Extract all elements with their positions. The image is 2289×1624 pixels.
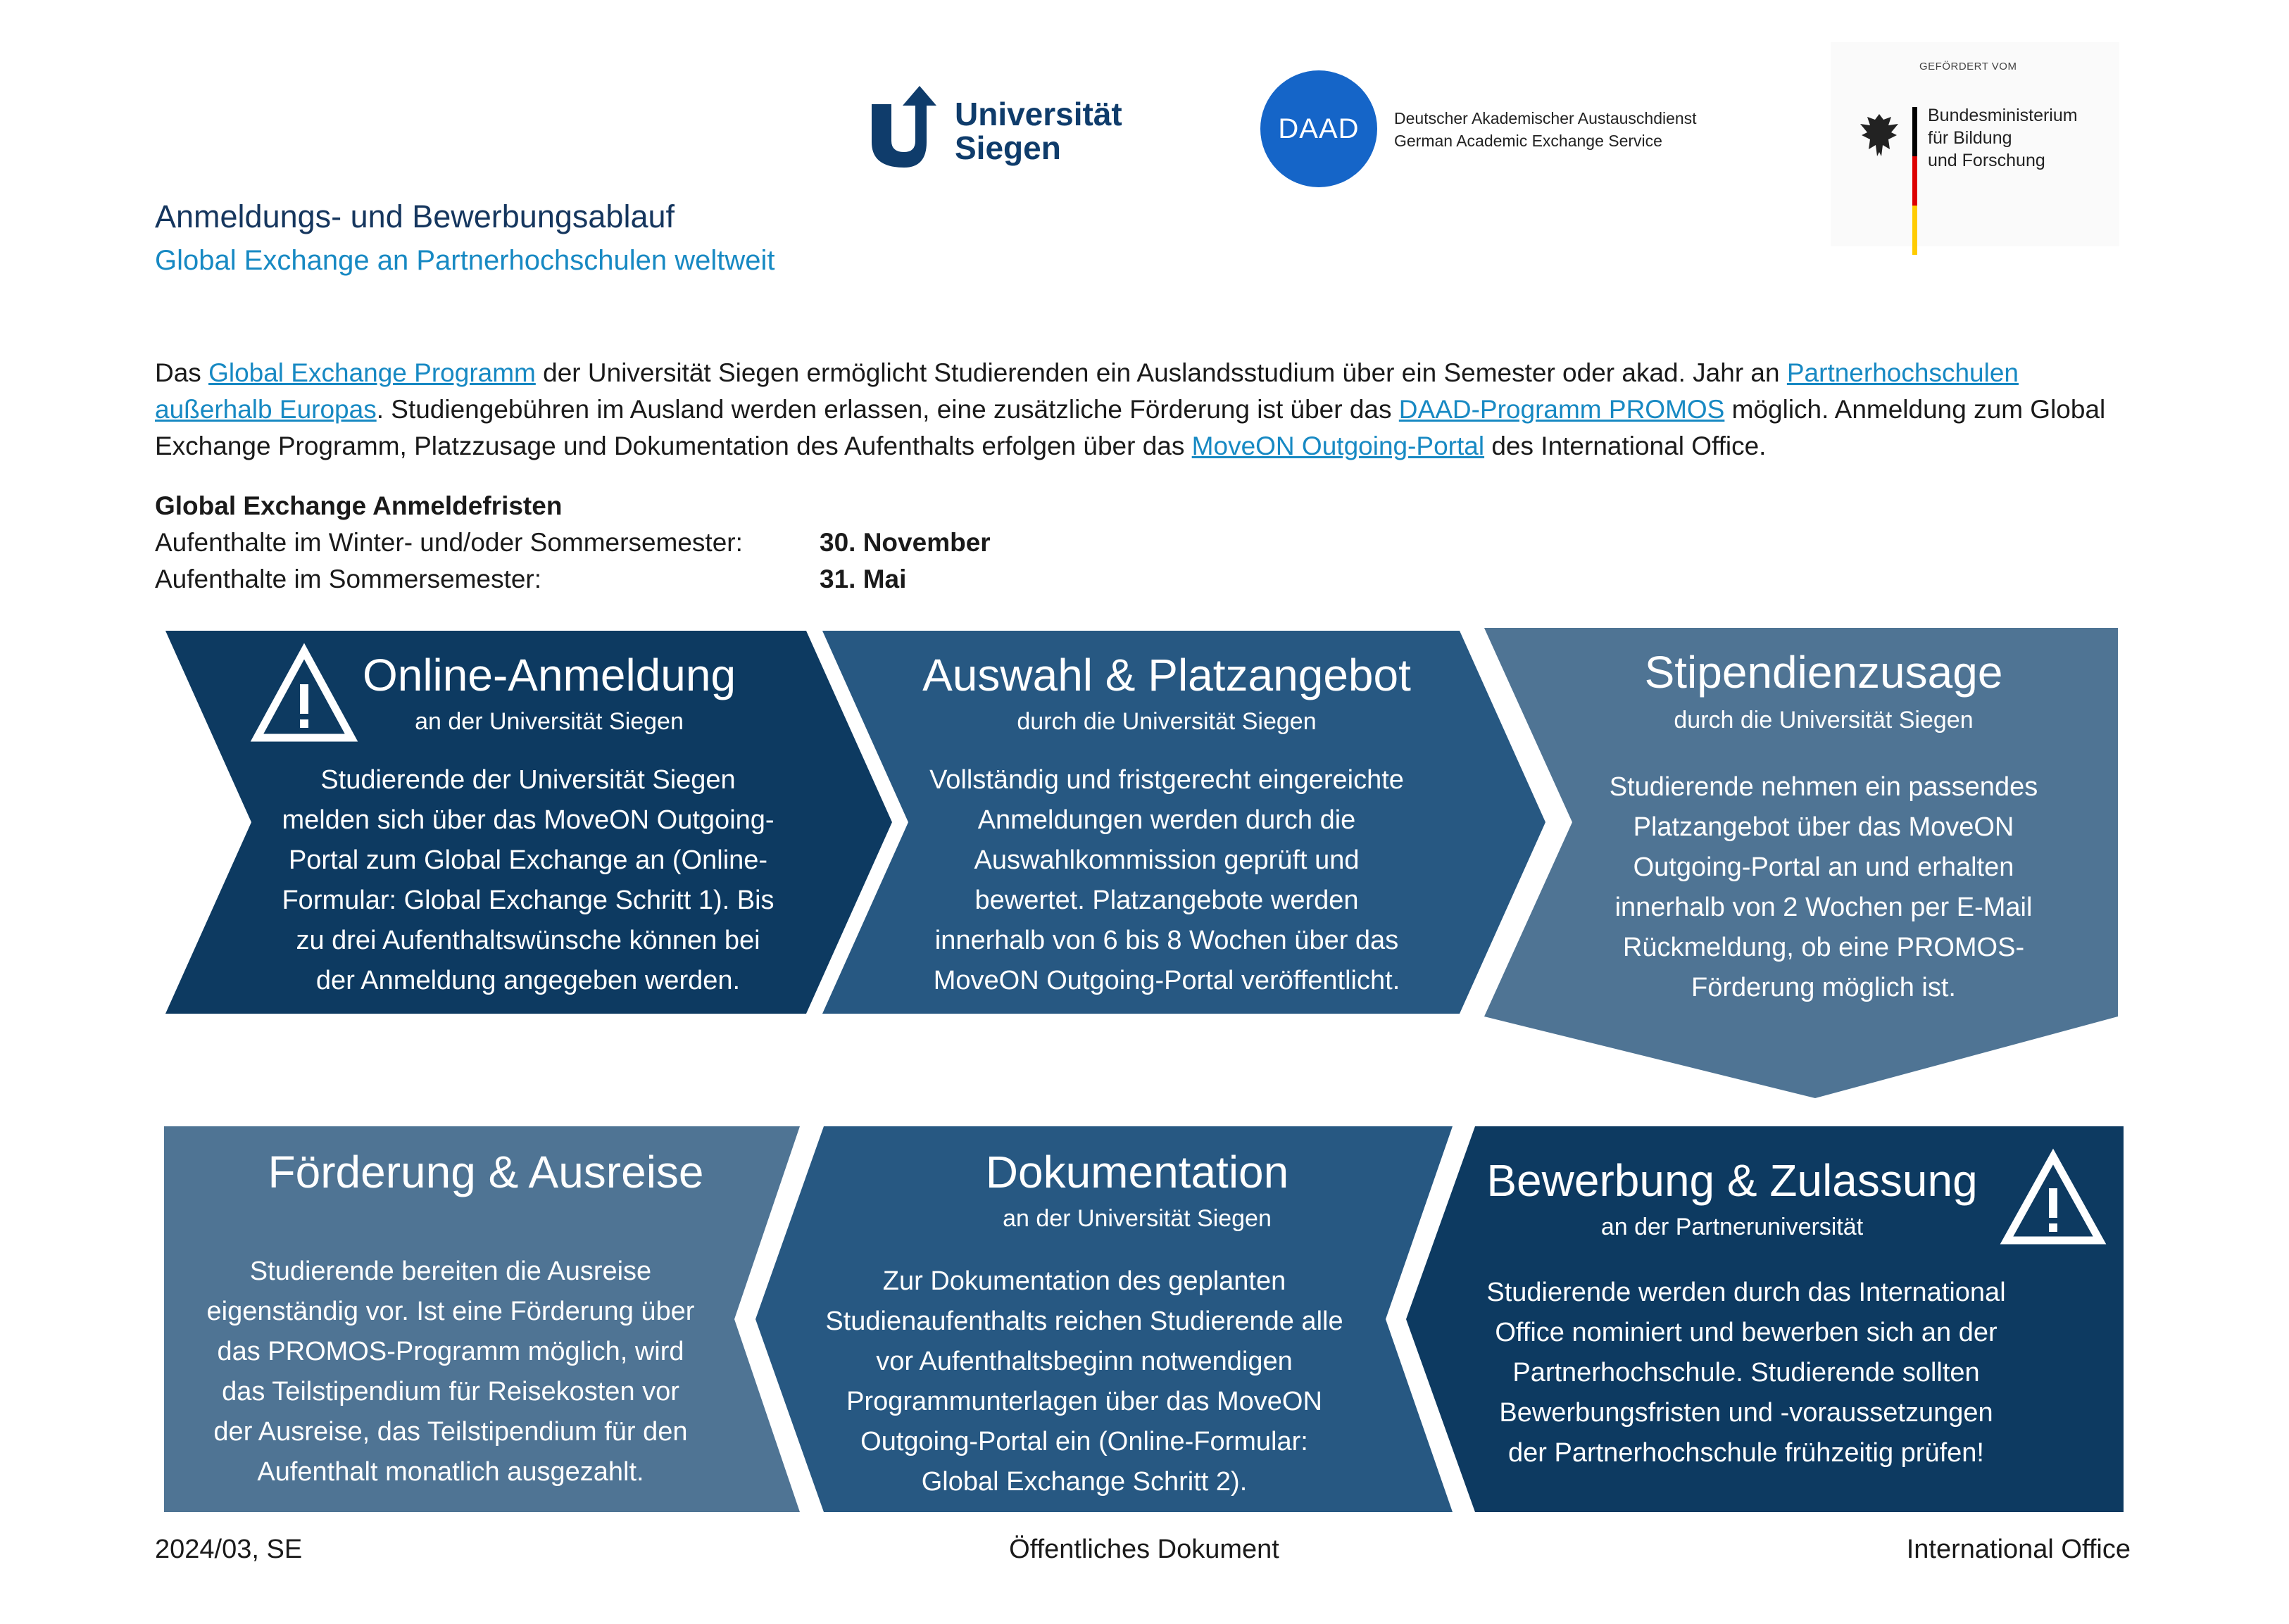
step4-text-line: das PROMOS-Programm möglich, wird xyxy=(217,1337,684,1366)
deadlines-title: Global Exchange Anmeldefristen xyxy=(155,491,563,520)
step2-text-line: Vollständig und fristgerecht eingereichte xyxy=(929,765,1404,795)
deadline-label-winter: Aufenthalte im Winter- und/oder Sommersemester: xyxy=(155,528,743,557)
step5-text-line: Global Exchange Schritt 2). xyxy=(921,1467,1248,1497)
global-exchange-link[interactable]: Global Exchange Programm xyxy=(208,358,536,387)
step6-text-line: der Partnerhochschule frühzeitig prüfen! xyxy=(1508,1438,1984,1468)
step4-text-line: Studierende bereiten die Ausreise xyxy=(249,1257,652,1286)
step5-title: Dokumentation xyxy=(985,1147,1289,1197)
step2-text-line: Auswahlkommission geprüft und xyxy=(974,845,1360,875)
daad-mark: DAAD xyxy=(1260,70,1377,187)
intro-text: Das xyxy=(155,358,209,387)
step5-subtitle: an der Universität Siegen xyxy=(1003,1205,1272,1232)
bmbf-funded-by: GEFÖRDERT VOM xyxy=(1919,61,2017,73)
step3-text-line: innerhalb von 2 Wochen per E-Mail xyxy=(1614,893,2033,922)
step6-text-line: Office nominiert und bewerben sich an der xyxy=(1495,1318,1998,1347)
step2-subtitle: durch die Universität Siegen xyxy=(1017,708,1317,735)
step5-text-line: Programmunterlagen über das MoveON xyxy=(846,1387,1322,1416)
step5-text-line: Studienaufenthalts reichen Studierende alle xyxy=(825,1307,1343,1336)
daad-name-de: Deutscher Akademischer Austauschdienst xyxy=(1394,109,1697,127)
step2-text xyxy=(885,760,1448,1001)
step4-text-line: Aufenthalt monatlich ausgezahlt. xyxy=(257,1457,644,1487)
university-name-line1: Universität xyxy=(955,96,1122,132)
footer-date: 2024/03, SE xyxy=(155,1535,303,1564)
footer-office: International Office xyxy=(1906,1535,2131,1564)
step1-text-line: melden sich über das MoveON Outgoing- xyxy=(282,805,775,835)
step3-text-line: Rückmeldung, ob eine PROMOS- xyxy=(1622,933,2025,962)
step6-text-line: Partnerhochschule. Studierende sollten xyxy=(1512,1358,1980,1387)
step2-text-line: Anmeldungen werden durch die xyxy=(977,805,1356,835)
daad-promos-link[interactable]: DAAD-Programm PROMOS xyxy=(1398,395,1725,424)
step4-text xyxy=(169,1252,732,1492)
page-title: Anmeldungs- und Bewerbungsablauf xyxy=(155,199,675,234)
step5-text-line: vor Aufenthaltsbeginn notwendigen xyxy=(876,1347,1293,1376)
step3-text-line: Platzangebot über das MoveON xyxy=(1633,812,2014,842)
step5-text xyxy=(792,1261,1376,1502)
step3-title: Stipendienzusage xyxy=(1644,647,2003,698)
step2-text-line: innerhalb von 6 bis 8 Wochen über das xyxy=(934,926,1399,955)
step5-text-line: Zur Dokumentation des geplanten xyxy=(882,1266,1286,1296)
step6-subtitle: an der Partneruniversität xyxy=(1600,1214,1864,1240)
step3-text-line: Förderung möglich ist. xyxy=(1691,973,1956,1002)
step1-text xyxy=(246,760,810,1001)
step3-text xyxy=(1542,767,2105,1008)
deadline-value-summer: 31. Mai xyxy=(820,565,907,593)
step5-text-line: Outgoing-Portal ein (Online-Formular: xyxy=(860,1427,1308,1456)
step1-subtitle: an der Universität Siegen xyxy=(415,708,684,735)
intro-text: möglich. Anmeldung zum Global Exchange Programm, Platzzusage und Dokumentation des Aufenthalts erfolgen über das xyxy=(155,395,2106,460)
step6-text xyxy=(1450,1273,2042,1473)
step6-text-line: Studierende werden durch das International xyxy=(1486,1278,2006,1307)
step4-text-line: der Ausreise, das Teilstipendium für den xyxy=(213,1417,688,1447)
deadline-value-winter: 30. November xyxy=(820,528,991,557)
daad-name-en: German Academic Exchange Service xyxy=(1394,132,1662,150)
step2-text-line: MoveON Outgoing-Portal veröffentlicht. xyxy=(933,966,1400,995)
bmbf-name-line2: für Bildung xyxy=(1928,128,2012,148)
step3-text-line: Outgoing-Portal an und erhalten xyxy=(1633,852,2014,882)
bmbf-name-line1: Bundesministerium xyxy=(1928,106,2078,125)
step3-text-line: Studierende nehmen ein passendes xyxy=(1609,772,2038,802)
intro-text: . Studiengebühren im Ausland werden erlassen, eine zusätzliche Förderung ist über das xyxy=(376,395,1399,424)
bmbf-name-line3: und Forschung xyxy=(1928,151,2045,170)
step1-text-line: Formular: Global Exchange Schritt 1). Bis xyxy=(282,886,775,915)
step4-text-line: eigenständig vor. Ist eine Förderung über xyxy=(206,1297,695,1326)
deadline-label-summer: Aufenthalte im Sommersemester: xyxy=(155,565,542,593)
step1-text-line: zu drei Aufenthaltswünsche können bei xyxy=(296,926,760,955)
step1-title: Online-Anmeldung xyxy=(362,650,736,700)
step6-title: Bewerbung & Zulassung xyxy=(1486,1155,1978,1206)
step2-title: Auswahl & Platzangebot xyxy=(922,650,1411,700)
intro-text: der Universität Siegen ermöglicht Studierenden ein Auslandsstudium über ein Semester oder akad. Jahr an xyxy=(535,358,1787,387)
intro-text: des International Office. xyxy=(1484,432,1767,460)
footer-classification: Öffentliches Dokument xyxy=(1009,1535,1279,1564)
step1-text-line: Portal zum Global Exchange an (Online- xyxy=(288,845,768,875)
partner-universities-link[interactable]: Partnerhochschulen außerhalb Europas xyxy=(155,358,2019,424)
step4-text-line: das Teilstipendium für Reisekosten vor xyxy=(222,1377,679,1406)
step1-text-line: Studierende der Universität Siegen xyxy=(320,765,736,795)
page-subtitle: Global Exchange an Partnerhochschulen weltweit xyxy=(155,245,775,276)
university-name-line2: Siegen xyxy=(955,130,1061,166)
step3-subtitle: durch die Universität Siegen xyxy=(1674,707,1974,734)
step2-text-line: bewertet. Platzangebote werden xyxy=(974,886,1359,915)
step1-text-line: der Anmeldung angegeben werden. xyxy=(315,966,741,995)
moveon-portal-link[interactable]: MoveON Outgoing-Portal xyxy=(1191,432,1485,460)
step6-text-line: Bewerbungsfristen und -voraussetzungen xyxy=(1499,1398,1993,1428)
step4-title: Förderung & Ausreise xyxy=(268,1147,704,1197)
